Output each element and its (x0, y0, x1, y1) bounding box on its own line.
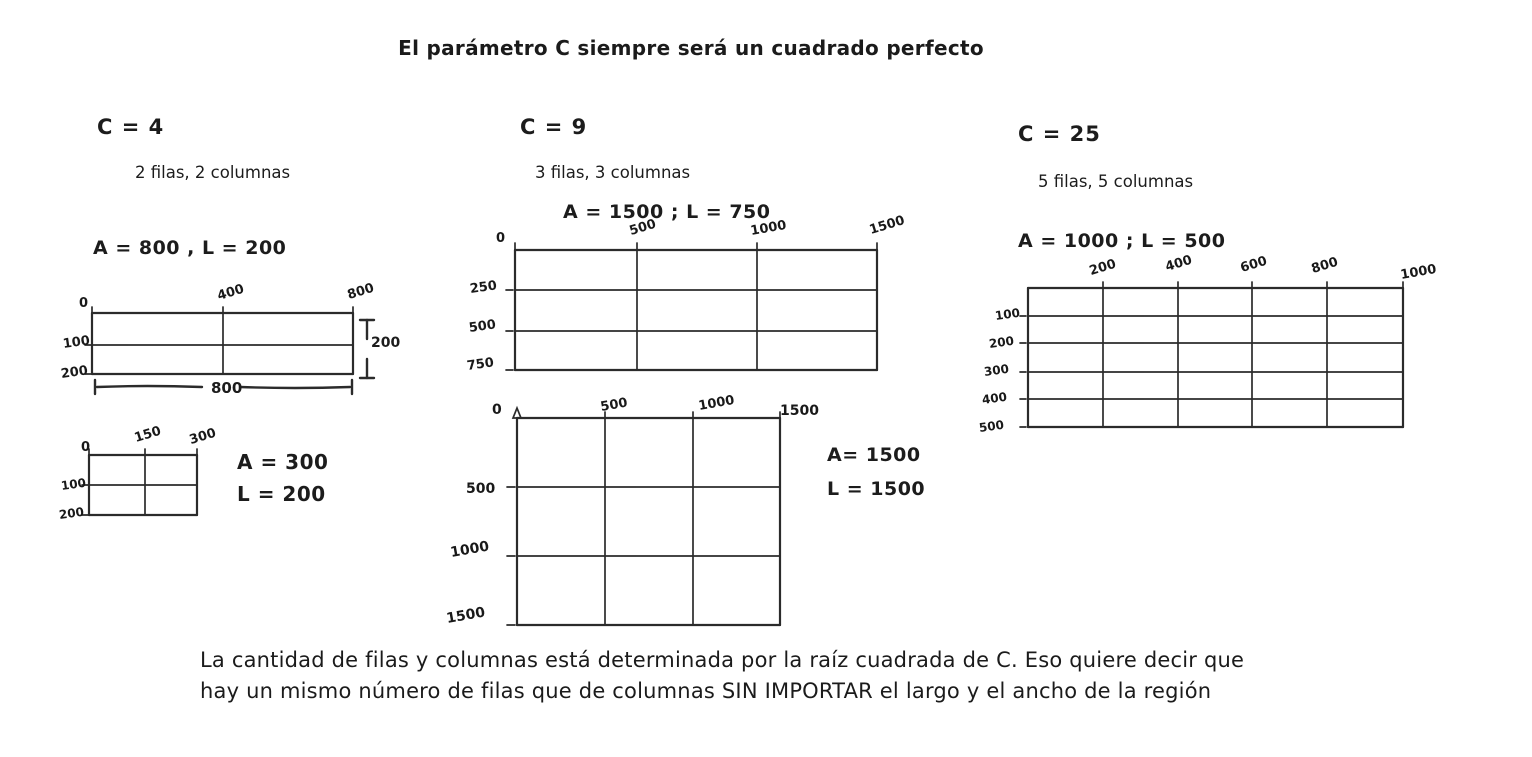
c9-grid-a-y-tick-1: 500 (467, 317, 497, 336)
c4-grid-b-y-tick-0: 100 (60, 475, 87, 493)
c9-params: A = 1500 ; L = 750 (563, 201, 771, 223)
c4-grid-a-y-tick-0: 100 (61, 333, 91, 352)
c9-grid-b-x-tick-2: 1000 (697, 392, 736, 414)
c9-grid-a-x-tick-1: 500 (627, 216, 658, 239)
c4-grid-b-x-tick-0: 0 (81, 440, 91, 455)
page-title: El parámetro C siempre será un cuadrado perfecto (398, 36, 984, 60)
c25-grid-y-tick-1: 200 (988, 333, 1015, 351)
c4-grid-a-y-tick-1: 200 (59, 363, 89, 382)
c25-grid-x-tick-3: 800 (1309, 254, 1340, 277)
c25-grid-y-tick-2: 300 (983, 361, 1010, 379)
c4-heading: C = 4 (97, 115, 165, 139)
c9-grid-b-x-tick-3: 1500 (780, 403, 819, 419)
c4-rows-cols: 2 filas, 2 columnas (135, 163, 291, 182)
c9-grid-a-y-tick-2: 750 (465, 355, 495, 374)
c25-grid-y-tick-0: 100 (994, 305, 1021, 323)
c25-grid-x-tick-2: 600 (1238, 253, 1269, 276)
c4-grid-a (85, 293, 400, 413)
c9-grid-a-x-tick-0: 0 (496, 231, 506, 246)
c9-grid-a (500, 238, 895, 383)
c4-grid-b-x-tick-1: 150 (132, 423, 163, 446)
c9-grid-b-y-tick-0: 500 (466, 481, 496, 497)
c4-grid-a-width-dimension: 800 (211, 379, 243, 397)
c25-grid-x-tick-4: 1000 (1399, 261, 1438, 283)
c9-grid-a-x-tick-3: 1500 (867, 213, 907, 238)
c4-grid-a-height-dimension: 200 (371, 335, 401, 351)
c4-grid-a-x-tick-2: 800 (345, 280, 376, 303)
c25-params: A = 1000 ; L = 500 (1018, 230, 1226, 252)
c4-grid-b-length-label: L = 200 (237, 482, 326, 506)
footer-line-2: hay un mismo número de filas que de columnas SIN IMPORTAR el largo y el ancho de la región (200, 679, 1212, 703)
c9-grid-b-y-tick-1: 1000 (449, 538, 491, 561)
footer-line-1: La cantidad de filas y columnas está determinada por la raíz cuadrada de C. Eso quiere decir que (200, 648, 1245, 672)
c9-grid-a-x-tick-2: 1000 (749, 217, 788, 239)
footer-explanation (200, 645, 1244, 707)
c25-grid-x-tick-1: 400 (1163, 252, 1194, 275)
c9-grid-b (495, 400, 795, 640)
c25-grid-y-tick-3: 400 (981, 389, 1008, 407)
c9-heading: C = 9 (520, 115, 588, 139)
c4-grid-b-x-tick-2: 300 (187, 425, 218, 448)
c9-grid-b-y-tick-2: 1500 (445, 604, 487, 627)
c4-grid-b-y-tick-1: 200 (58, 504, 85, 522)
c9-grid-b-length-label: L = 1500 (827, 478, 926, 500)
c4-grid-a-x-tick-0: 0 (79, 296, 89, 311)
c9-grid-b-x-tick-1: 500 (599, 395, 629, 415)
c4-grid-b-area-label: A = 300 (237, 450, 329, 474)
c25-grid-x-tick-0: 200 (1087, 256, 1118, 279)
c9-grid-b-x-tick-0: 0 (492, 402, 502, 418)
c25-heading: C = 25 (1018, 122, 1101, 146)
c25-grid-y-tick-4: 500 (978, 417, 1005, 435)
c4-params: A = 800 , L = 200 (93, 237, 287, 259)
c9-grid-a-y-tick-0: 250 (468, 278, 498, 297)
c4-grid-a-x-tick-1: 400 (215, 281, 246, 304)
c9-rows-cols: 3 filas, 3 columnas (535, 163, 691, 182)
c25-rows-cols: 5 filas, 5 columnas (1038, 172, 1194, 191)
c25-grid (1015, 275, 1415, 440)
c9-grid-b-area-label: A= 1500 (827, 444, 921, 466)
